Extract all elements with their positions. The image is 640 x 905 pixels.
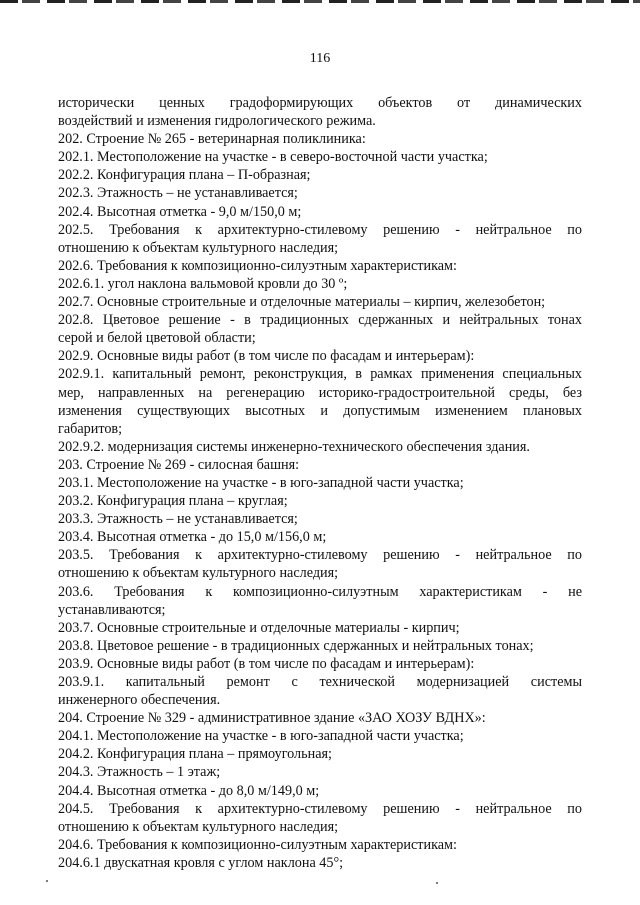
text-line: 202. Строение № 265 - ветеринарная поликлиника: [58,131,366,148]
page-number: 116 [309,51,331,66]
text-line: 202.3. Этажность – не устанавливается; [58,185,298,202]
text-line: 203.4. Высотная отметка - до 15,0 м/156,0 м; [58,529,327,546]
text-line: инженерного обеспечения. [58,692,221,709]
text-line: 203.9. Основные виды работ (в том числе по фасадам и интерьерам): [58,655,475,672]
text-line: 204.1. Местоположение на участке - в юго-западной части участка; [58,728,464,745]
text-line: 203.2. Конфигурация плана – круглая; [58,493,288,510]
scan-edge-artifact [0,0,640,3]
text-line: устанавливаются; [58,601,166,618]
text-line: 202.9.1. капитальный ремонт, реконструкция, в рамках применения специальных [58,366,582,383]
text-line: мер, направленных на регенерацию историко-градостроительной среды, без [58,384,582,401]
text-line: 202.5. Требования к архитектурно-стилевому решению - нейтральное по [58,221,582,238]
text-line: 202.2. Конфигурация плана – П-образная; [58,167,311,184]
text-line: 203.3. Этажность – не устанавливается; [58,511,298,528]
scan-speck [46,880,48,882]
document-body [58,94,582,872]
text-line: 203.7. Основные строительные и отделочные материалы - кирпич; [58,619,460,636]
text-line: 202.7. Основные строительные и отделочные материалы – кирпич, железобетон; [58,294,546,311]
text-line: 204.4. Высотная отметка - до 8,0 м/149,0 м; [58,782,320,799]
text-line: отношению к объектам культурного наследия; [58,565,339,582]
text-line: 203.9.1. капитальный ремонт с технической модернизацией системы [58,674,582,690]
text-line: изменения существующих высотных и допустимым изменением плановых [58,402,582,419]
text-line: 202.1. Местоположение на участке - в северо-восточной части участка; [58,149,488,166]
text-line: 204.6.1 двускатная кровля с углом наклона 45°; [58,854,344,871]
text-line: 203.5. Требования к архитектурно-стилевому решению - нейтральное по [58,547,582,564]
scan-speck [436,882,438,884]
text-line: исторически ценных градоформирующих объектов от динамических [58,95,582,111]
text-line: 204.6. Требования к композиционно-силуэтным характеристикам: [58,836,457,853]
text-line: 202.6.1. угол наклона вальмовой кровли до 30 º; [58,275,348,292]
text-line: 203.8. Цветовое решение - в традиционных сдержанных и нейтральных тонах; [58,637,534,654]
text-line: 202.9.2. модернизация системы инженерно-технического обеспечения здания. [58,438,530,455]
text-line: 204.3. Этажность – 1 этаж; [58,764,221,781]
text-line: воздействий и изменения гидрологического режима. [58,113,376,130]
text-line: 204.2. Конфигурация плана – прямоугольная; [58,746,332,763]
text-line: отношению к объектам культурного наследия; [58,239,339,256]
text-line: 203.6. Требования к композиционно-силуэтным характеристикам - не [58,583,582,600]
text-line: 202.6. Требования к композиционно-силуэтным характеристикам: [58,257,457,274]
text-line: 203.1. Местоположение на участке - в юго-западной части участка; [58,474,464,491]
text-line: 202.9. Основные виды работ (в том числе по фасадам и интерьерам): [58,348,475,365]
text-line: 204. Строение № 329 - административное здание «ЗАО ХОЗУ ВДНХ»: [58,710,486,727]
text-line: серой и белой цветовой области; [58,330,256,347]
text-line: 202.8. Цветовое решение - в традиционных сдержанных и нейтральных тонах [58,312,582,329]
text-line: 203. Строение № 269 - силосная башня: [58,456,300,473]
text-line: 202.4. Высотная отметка - 9,0 м/150,0 м; [58,203,302,220]
text-line: 204.5. Требования к архитектурно-стилевому решению - нейтральное по [58,800,582,817]
text-line: габаритов; [58,420,123,437]
text-line: отношению к объектам культурного наследия; [58,818,339,835]
